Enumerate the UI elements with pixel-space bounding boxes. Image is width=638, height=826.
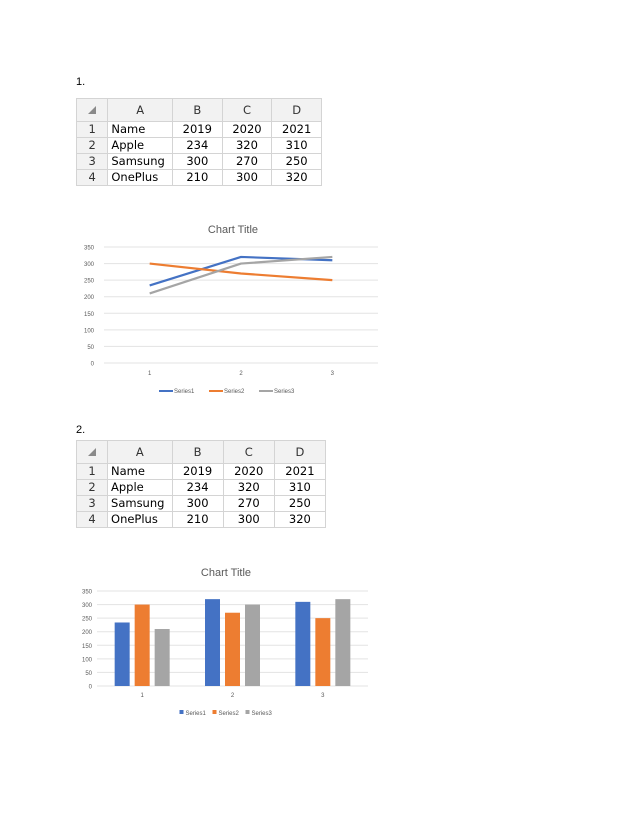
row-header[interactable]: 1 — [77, 122, 108, 138]
select-all-corner[interactable] — [77, 441, 108, 464]
cell[interactable]: 210 — [172, 512, 223, 528]
cell[interactable]: 234 — [172, 480, 223, 496]
column-header-c[interactable]: C — [223, 441, 274, 464]
table-row — [77, 138, 322, 154]
series-line — [150, 257, 333, 293]
bar — [155, 629, 170, 686]
column-header-d[interactable]: D — [274, 441, 325, 464]
y-tick-label: 200 — [83, 295, 94, 302]
bar — [205, 599, 220, 686]
chart-title: Chart Title — [200, 567, 252, 579]
cell[interactable]: 320 — [222, 138, 272, 154]
bar-chart[interactable] — [76, 560, 378, 724]
row-header[interactable]: 4 — [77, 512, 108, 528]
y-tick-label: 250 — [81, 616, 92, 623]
bar-chart-canvas — [76, 560, 378, 724]
y-tick-label: 150 — [83, 311, 94, 318]
cell[interactable]: Samsung — [108, 496, 172, 512]
cell[interactable]: 300 — [222, 170, 272, 186]
cell[interactable]: 310 — [272, 138, 322, 154]
y-tick-label: 350 — [81, 589, 92, 596]
cell[interactable]: OnePlus — [108, 170, 173, 186]
legend-label: Series3 — [274, 389, 295, 395]
section-2-label: 2. — [76, 424, 86, 436]
bar — [335, 599, 350, 686]
legend-label: Series1 — [174, 389, 195, 395]
cell[interactable]: 250 — [274, 496, 325, 512]
column-header-b[interactable]: B — [172, 441, 223, 464]
column-header-a[interactable]: A — [108, 99, 173, 122]
cell[interactable]: 300 — [223, 512, 274, 528]
y-tick-label: 0 — [90, 361, 94, 368]
table-row — [77, 496, 326, 512]
cell[interactable]: Samsung — [108, 154, 173, 170]
legend-swatch — [180, 710, 184, 714]
cell[interactable]: OnePlus — [108, 512, 172, 528]
row-header[interactable]: 4 — [77, 170, 108, 186]
y-tick-label: 300 — [83, 262, 94, 269]
select-all-icon — [88, 106, 96, 114]
column-header-d[interactable]: D — [272, 99, 322, 122]
column-header-c[interactable]: C — [222, 99, 272, 122]
y-tick-label: 0 — [88, 684, 92, 691]
cell[interactable]: 270 — [222, 154, 272, 170]
spreadsheet-1 — [76, 98, 322, 186]
row-header[interactable]: 1 — [77, 464, 108, 480]
y-tick-label: 50 — [85, 670, 92, 677]
series-line — [150, 257, 333, 286]
bar — [315, 618, 330, 686]
y-tick-label: 50 — [87, 344, 94, 351]
cell[interactable]: 210 — [172, 170, 222, 186]
cell[interactable]: 320 — [223, 480, 274, 496]
table-row — [77, 464, 326, 480]
table-row — [77, 122, 322, 138]
cell[interactable]: 2019 — [172, 464, 223, 480]
x-tick-label: 2 — [239, 371, 243, 377]
column-header-a[interactable]: A — [108, 441, 172, 464]
row-header[interactable]: 2 — [77, 480, 108, 496]
x-tick-label: 1 — [147, 371, 152, 377]
cell[interactable]: Apple — [108, 480, 172, 496]
cell[interactable]: 2020 — [223, 464, 274, 480]
x-tick-label: 1 — [140, 693, 144, 699]
x-tick-label: 2 — [230, 693, 235, 699]
cell[interactable]: 270 — [223, 496, 274, 512]
cell[interactable]: 300 — [172, 496, 223, 512]
cell[interactable]: 2020 — [222, 122, 272, 138]
y-tick-label: 150 — [81, 643, 92, 650]
y-tick-label: 100 — [83, 328, 94, 335]
cell[interactable]: Name — [108, 464, 172, 480]
cell[interactable]: 300 — [172, 154, 222, 170]
cell[interactable]: 310 — [274, 480, 325, 496]
legend-label: Series1 — [185, 711, 206, 717]
select-all-corner[interactable] — [77, 99, 108, 122]
row-header[interactable]: 3 — [77, 496, 108, 512]
column-header-b[interactable]: B — [172, 99, 222, 122]
x-tick-label: 3 — [330, 371, 335, 377]
bar — [135, 605, 150, 686]
section-1-label: 1. — [76, 76, 86, 88]
select-all-icon — [88, 448, 96, 456]
bar — [115, 622, 130, 686]
legend-label: Series2 — [218, 711, 239, 717]
cell[interactable]: 2021 — [272, 122, 322, 138]
cell[interactable]: 234 — [172, 138, 222, 154]
cell[interactable]: 250 — [272, 154, 322, 170]
legend-label: Series3 — [251, 711, 272, 717]
line-chart-canvas — [76, 214, 386, 400]
legend-swatch — [246, 710, 250, 714]
y-tick-label: 250 — [83, 278, 94, 285]
table-row — [77, 154, 322, 170]
cell[interactable]: 2019 — [172, 122, 222, 138]
table-row — [77, 170, 322, 186]
bar — [295, 602, 310, 686]
cell[interactable]: Name — [108, 122, 173, 138]
row-header[interactable]: 3 — [77, 154, 108, 170]
cell[interactable]: 320 — [274, 512, 325, 528]
legend-label: Series2 — [224, 389, 245, 395]
chart-title: Chart Title — [207, 224, 259, 236]
y-tick-label: 300 — [81, 603, 92, 610]
cell[interactable]: Apple — [108, 138, 173, 154]
row-header[interactable]: 2 — [77, 138, 108, 154]
bar — [225, 613, 240, 686]
legend-swatch — [213, 710, 217, 714]
x-tick-label: 3 — [321, 693, 325, 699]
cell[interactable]: 2021 — [274, 464, 325, 480]
table-row — [77, 480, 326, 496]
y-tick-label: 350 — [83, 245, 94, 252]
table-row — [77, 512, 326, 528]
cell[interactable]: 320 — [272, 170, 322, 186]
line-chart[interactable] — [76, 214, 386, 400]
bar — [245, 605, 260, 686]
y-tick-label: 200 — [81, 630, 92, 637]
spreadsheet-2 — [76, 440, 326, 528]
y-tick-label: 100 — [81, 657, 92, 664]
